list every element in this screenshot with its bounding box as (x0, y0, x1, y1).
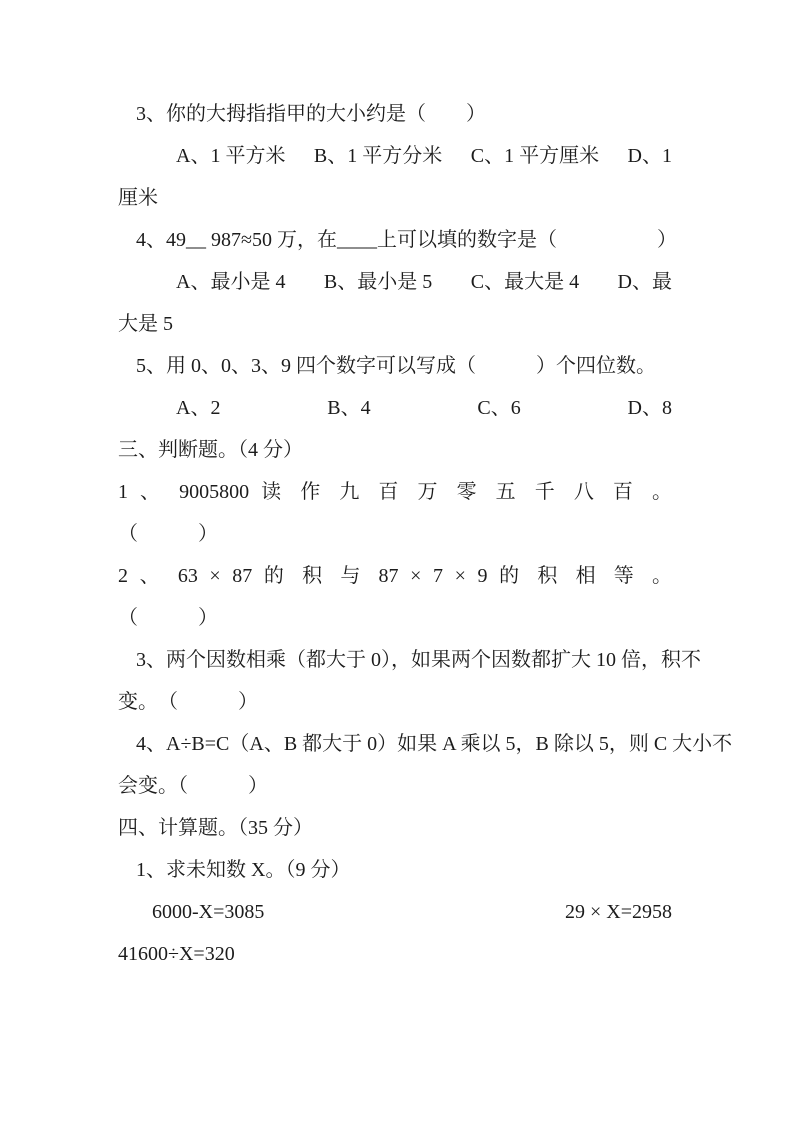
equation-row (118, 891, 672, 933)
option-item: B、最小是 5 (323, 271, 433, 293)
statement-line: 1 、 9005800 读 作 九 百 万 零 五 千 八 百 。 (118, 481, 672, 503)
option-row (118, 261, 672, 303)
text-line: 41600÷X=320 (118, 943, 235, 965)
section-heading: 三、判断题。（4 分） (118, 439, 303, 461)
text-line: （ ） (118, 607, 218, 629)
statement-line: 2 、 63 × 87 的 积 与 87 × 7 × 9 的 积 相 等 。 (118, 565, 672, 587)
option-item: D、1 (627, 145, 672, 167)
text-line: 厘米 (118, 187, 158, 209)
option-item: C、1 平方厘米 (470, 145, 600, 167)
option-item: D、8 (627, 397, 672, 419)
option-item: D、最 (617, 271, 672, 293)
question-line: 3、你的大拇指指甲的大小约是（ ） (136, 103, 486, 125)
option-item: A、1 平方米 (176, 145, 286, 167)
question-line: 3、两个因数相乘（都大于 0），如果两个因数都扩大 10 倍，积不 (136, 649, 701, 671)
question-line: 1、求未知数 X。（9 分） (136, 859, 351, 881)
option-row (118, 135, 672, 177)
option-item: B、1 平方分米 (313, 145, 443, 167)
option-item: C、最大是 4 (470, 271, 580, 293)
option-item: A、最小是 4 (176, 271, 286, 293)
section-heading: 四、计算题。（35 分） (118, 817, 313, 839)
text-line: （ ） (118, 523, 218, 545)
text-line: 大是 5 (118, 313, 173, 335)
question-line: 4、49__ 987≈50 万，在____上可以填的数字是（ ） (136, 229, 677, 251)
question-line: 5、用 0、0、3、9 四个数字可以写成（ ）个四位数。 (136, 355, 656, 377)
option-item: C、6 (477, 397, 521, 419)
question-line: 4、A÷B=C（A、B 都大于 0）如果 A 乘以 5，B 除以 5，则 C 大小不 (136, 733, 733, 755)
text-line: 变。 （ ） (118, 691, 258, 713)
equation-right: 29 × X=2958 (564, 901, 672, 923)
option-item: A、2 (176, 397, 221, 419)
option-item: B、4 (327, 397, 371, 419)
equation-left: 6000-X=3085 (152, 901, 265, 923)
option-row (118, 387, 672, 429)
text-line: 会变。（ ） (118, 775, 268, 797)
